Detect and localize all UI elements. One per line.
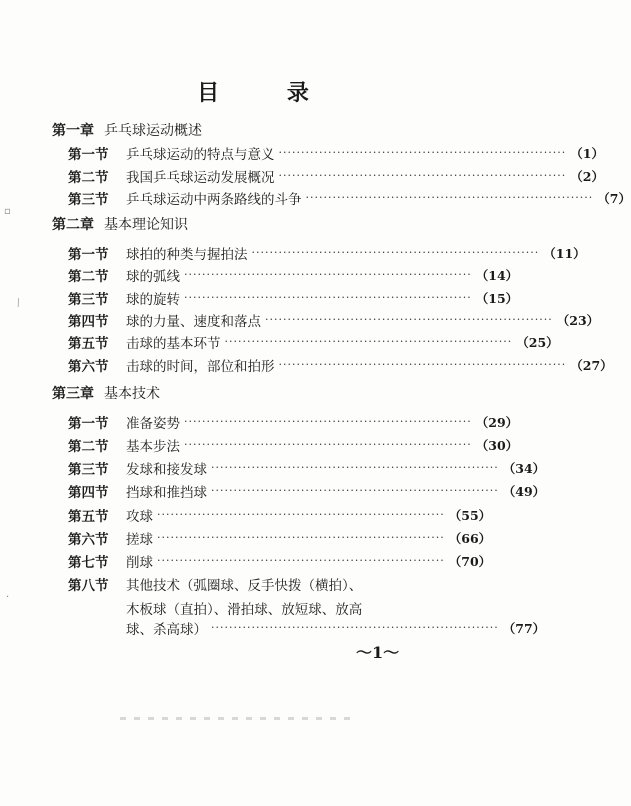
page-number: （7） bbox=[597, 191, 631, 206]
leader-dots: ································································ bbox=[157, 554, 445, 567]
entry-title: 球的力量、速度和落点 bbox=[126, 314, 261, 330]
scan-mark: ⁄ bbox=[15, 298, 23, 309]
page-number: （27） bbox=[570, 358, 613, 373]
scan-mark: · bbox=[6, 592, 10, 603]
section-label: 第一节 bbox=[68, 147, 109, 163]
leader-dots: ································································ bbox=[157, 508, 445, 521]
chapter-2-heading bbox=[52, 214, 188, 234]
section-label: 第五节 bbox=[68, 509, 109, 525]
section-label: 第六节 bbox=[68, 532, 109, 548]
toc-entry[interactable] bbox=[68, 243, 586, 263]
entry-title: 基本步法 bbox=[126, 439, 180, 455]
toc-entry[interactable] bbox=[68, 288, 519, 308]
entry-continuation: 木板球（直拍）、滑拍球、放短球、放高 bbox=[126, 602, 363, 618]
page-number: （1） bbox=[570, 146, 604, 161]
entry-title: 击球的时间，部位和拍形 bbox=[126, 359, 275, 375]
entry-title: 削球 bbox=[126, 555, 153, 571]
leader-dots: ································································ bbox=[184, 268, 472, 281]
page-title: 目 录 bbox=[197, 80, 339, 106]
section-label: 第三节 bbox=[68, 192, 109, 208]
leader-dots: ································································ bbox=[184, 438, 472, 451]
chapter-3-heading bbox=[52, 383, 160, 403]
leader-dots: ································································ bbox=[278, 358, 567, 371]
entry-title: 球、杀高球） bbox=[126, 622, 207, 638]
chapter-1-heading bbox=[52, 120, 202, 140]
section-label: 第四节 bbox=[68, 314, 109, 330]
toc-entry[interactable] bbox=[68, 355, 613, 375]
section-label: 第一节 bbox=[68, 416, 109, 432]
section-label: 第三节 bbox=[68, 462, 109, 478]
toc-entry[interactable] bbox=[68, 166, 604, 186]
leader-dots: ································································ bbox=[224, 335, 513, 348]
toc-entry[interactable] bbox=[68, 528, 492, 548]
page-number: （23） bbox=[556, 313, 600, 328]
entry-title: 攻球 bbox=[126, 509, 153, 525]
entry-title: 挡球和推挡球 bbox=[126, 485, 207, 501]
page-number: （70） bbox=[448, 554, 492, 569]
entry-title: 球拍的种类与握拍法 bbox=[126, 247, 248, 263]
entry-title: 准备姿势 bbox=[126, 416, 180, 432]
section-label: 第二节 bbox=[68, 439, 109, 455]
entry-title: 发球和接发球 bbox=[126, 462, 207, 478]
section-label: 第八节 bbox=[68, 578, 109, 594]
chapter-name: 基本技术 bbox=[104, 386, 160, 402]
leader-dots: ································································ bbox=[211, 484, 499, 497]
page-number: （2） bbox=[570, 169, 604, 184]
page-number: （14） bbox=[475, 268, 519, 283]
section-label: 第三节 bbox=[68, 292, 109, 308]
page-number: （30） bbox=[475, 438, 519, 453]
leader-dots: ································································ bbox=[157, 531, 445, 544]
leader-dots: ································································ bbox=[211, 621, 499, 634]
bleed-through-marks bbox=[120, 717, 350, 720]
section-label: 第四节 bbox=[68, 485, 109, 501]
entry-title: 球的旋转 bbox=[126, 292, 180, 308]
entry-title: 球的弧线 bbox=[126, 269, 180, 285]
page-number: （15） bbox=[475, 291, 519, 306]
leader-dots: ································································ bbox=[211, 461, 499, 474]
entry-title: 搓球 bbox=[126, 532, 153, 548]
toc-entry[interactable] bbox=[68, 574, 440, 594]
chapter-label: 第三章 bbox=[52, 386, 94, 402]
section-label: 第五节 bbox=[68, 336, 109, 352]
toc-entry[interactable] bbox=[68, 188, 631, 208]
scan-mark: ▫ bbox=[4, 206, 11, 217]
page-number: （77） bbox=[502, 621, 546, 636]
toc-entry[interactable] bbox=[68, 332, 559, 352]
leader-dots: ································································ bbox=[251, 246, 540, 259]
toc-entry[interactable] bbox=[68, 505, 492, 525]
section-label: 第二节 bbox=[68, 269, 109, 285]
entry-title: 其他技术（弧圈球、反手快拨（横拍）、 bbox=[126, 578, 363, 594]
leader-dots: ································································ bbox=[184, 415, 472, 428]
page-number: （29） bbox=[475, 415, 519, 430]
section-label: 第七节 bbox=[68, 555, 109, 571]
chapter-label: 第一章 bbox=[52, 123, 94, 139]
toc-entry[interactable] bbox=[68, 143, 604, 163]
page-footer-number: ～1～ bbox=[356, 643, 400, 662]
entry-title: 我国乒乓球运动发展概况 bbox=[126, 170, 275, 186]
toc-entry[interactable] bbox=[68, 481, 546, 501]
leader-dots: ································································ bbox=[278, 146, 567, 159]
entry-title: 乒乓球运动的特点与意义 bbox=[126, 147, 275, 163]
page-number: （49） bbox=[502, 484, 546, 499]
leader-dots: ································································ bbox=[265, 313, 553, 326]
section-label: 第一节 bbox=[68, 247, 109, 263]
page-number: （34） bbox=[502, 461, 546, 476]
toc-entry-continuation[interactable] bbox=[126, 618, 546, 638]
page-number: （11） bbox=[543, 246, 586, 261]
entry-title: 乒乓球运动中两条路线的斗争 bbox=[126, 192, 302, 208]
leader-dots: ································································ bbox=[184, 291, 472, 304]
toc-entry[interactable] bbox=[68, 551, 492, 571]
page-number: （25） bbox=[516, 335, 559, 350]
chapter-name: 乒乓球运动概述 bbox=[104, 123, 202, 139]
leader-dots: ································································ bbox=[278, 169, 567, 182]
toc-entry[interactable] bbox=[68, 412, 519, 432]
page-number: （55） bbox=[448, 508, 492, 523]
section-label: 第六节 bbox=[68, 359, 109, 375]
entry-title: 击球的基本环节 bbox=[126, 336, 221, 352]
toc-entry[interactable] bbox=[68, 458, 546, 478]
section-label: 第二节 bbox=[68, 170, 109, 186]
toc-entry[interactable] bbox=[68, 435, 519, 455]
toc-entry[interactable] bbox=[68, 265, 519, 285]
toc-entry[interactable] bbox=[68, 310, 600, 330]
leader-dots: ································································ bbox=[305, 191, 594, 204]
chapter-name: 基本理论知识 bbox=[104, 217, 188, 233]
page-number: （66） bbox=[448, 531, 492, 546]
chapter-label: 第二章 bbox=[52, 217, 94, 233]
